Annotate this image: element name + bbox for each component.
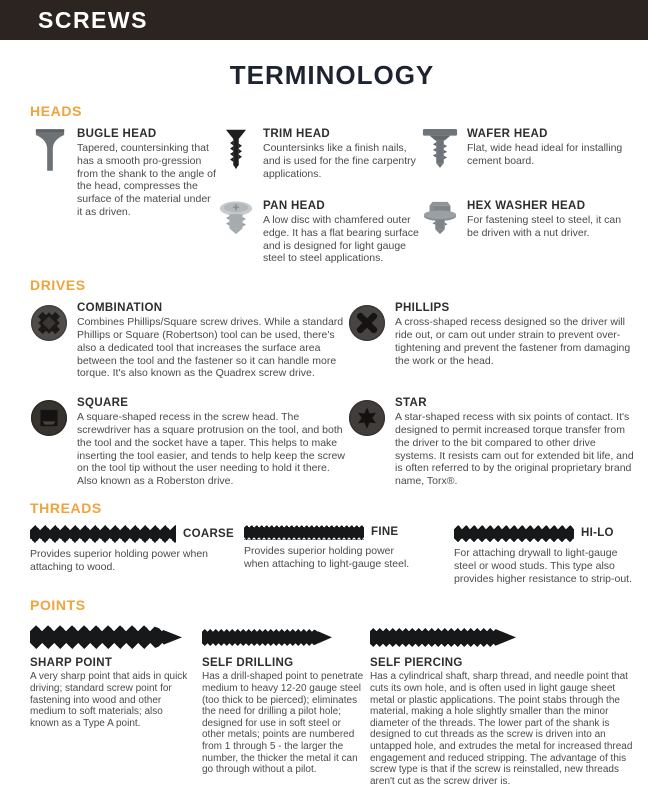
point-item-title: SELF PIERCING (370, 657, 463, 670)
drive-item-description: A star-shaped recess with six points of contact. It's designed to permit increased torque transfer from the driver to the bit compared to other drive systems. It resists cam out for extended bit life, and is often referred to by the original proprietary brand name, Torx®. (395, 411, 634, 488)
drive-item-combination (30, 302, 348, 397)
drives-column-2 (348, 302, 634, 488)
drive-item-title: SQUARE (77, 397, 129, 410)
heads-column-1 (30, 128, 216, 265)
thread-description: For attaching drywall to light-gauge steel or wood studs. This type also provides higher resistance to strip-out. (454, 546, 633, 585)
thread-row (30, 525, 244, 543)
hi-lo-thread-graphic (454, 525, 574, 542)
head-item-title: TRIM HEAD (263, 128, 331, 140)
thread-label: COARSE (183, 527, 235, 540)
bugle-head-icon (30, 128, 70, 219)
section-threads-label: THREADS (30, 499, 102, 516)
head-item-text (263, 200, 420, 265)
heads-column-2 (216, 128, 420, 265)
main-content (0, 60, 648, 787)
hex-washer-head-icon (420, 200, 460, 240)
drive-item-title: PHILLIPS (395, 302, 450, 315)
head-item-text (77, 128, 216, 219)
point-item-description: A very sharp point that aids in quick driving; standard screw point for fastening into wood and other medium to soft materials; also known as a Type A point. (30, 671, 188, 729)
head-item-description: Tapered, countersinking that has a smooth pro-gression from the shank to the angle of the head, compresses the surface of the material under it as driven. (77, 142, 216, 218)
drive-item-description: Combines Phillips/Square screw drives. While a standard Phillips or Square (Robertson) tool can be used, there's also a dedicated tool that increases the surface area between the tool and the fastener so it can handle more torque. It's also known as the Quadrex screw drive. (77, 316, 344, 380)
thread-description: Provides superior holding power when attaching to wood. (30, 547, 209, 573)
head-item-title: PAN HEAD (263, 200, 326, 212)
head-item-hex-washer (420, 200, 634, 240)
head-item-text (263, 128, 420, 200)
head-item-text (467, 200, 634, 240)
self-drilling-point-graphic (202, 622, 370, 652)
coarse-thread-graphic (30, 525, 176, 543)
thread-item-coarse (30, 525, 244, 585)
drives-grid (30, 302, 634, 488)
section-heads-label: HEADS (30, 103, 83, 119)
section-threads (30, 500, 634, 585)
point-item-title: SELF DRILLING (202, 657, 294, 670)
head-item-description: A low disc with chamfered outer edge. It has a flat bearing surface and is designed for light gauge steel to steel applications. (263, 214, 419, 265)
self-piercing-point-graphic (370, 622, 634, 652)
drive-item-description: A square-shaped recess in the screw head. The screwdriver has a square protrusion on the tool, and both the tool and the socket have a taper. This helps to make inserting the tool easier, and tends to help keep the screw on the tool tip without the user needing to hold it there. Also known as a Roberston drive. (77, 411, 345, 488)
section-points (30, 597, 634, 787)
thread-label: FINE (371, 526, 399, 539)
drive-item-text (395, 397, 634, 488)
drives-column-1 (30, 302, 348, 488)
section-drives (30, 277, 634, 488)
head-item-title: WAFER HEAD (467, 128, 548, 140)
square-drive-icon (30, 397, 68, 488)
heads-grid (30, 128, 634, 265)
head-item-text (467, 128, 634, 200)
head-item-description: Flat, wide head ideal for installing cement board. (467, 142, 623, 167)
head-item-bugle (30, 128, 216, 219)
drive-item-text (77, 302, 345, 397)
drive-item-description: A cross-shaped recess designed so the driver will ride out, or cam out under strain to prevent over-tightening and prevent the fastener from damaging the work or the head. (395, 316, 631, 367)
point-item-title: SHARP POINT (30, 657, 113, 670)
head-item-description: For fastening steel to steel, it can be driven with a nut driver. (467, 214, 622, 239)
drive-item-text (395, 302, 634, 397)
thread-label: HI-LO (581, 527, 614, 540)
point-item-sharp (30, 622, 202, 787)
head-item-trim (216, 128, 420, 200)
section-heads (30, 103, 634, 265)
combination-drive-icon (30, 302, 68, 397)
head-item-pan (216, 200, 420, 265)
head-item-title: BUGLE HEAD (77, 128, 157, 140)
star-drive-icon (348, 397, 386, 488)
thread-row (454, 525, 634, 542)
sharp-point-graphic (30, 622, 202, 652)
drive-item-title: COMBINATION (77, 302, 163, 315)
phillips-drive-icon (348, 302, 386, 397)
fine-thread-graphic (244, 525, 364, 540)
points-grid (30, 622, 634, 787)
drive-item-star (348, 397, 634, 488)
heads-column-3 (420, 128, 634, 265)
point-item-description: Has a cylindrical shaft, sharp thread, and needle point that cuts its own hole, and is often used in light gauge sheet metal or plastic applications. The point stabs through the material, making a hole slightly smaller than the minor diameter of the threads. The lower part of the shank is designed to cut threads as the screw is driven into an untapped hole, and extrudes the metal for increased thread engagement and reduced stripping. The advantage of this screw type is that if the screw is reinstalled, new threads aren't cut as the screw driver is. (370, 671, 633, 787)
thread-item-hi-lo (454, 525, 634, 585)
drive-item-square (30, 397, 348, 488)
drive-item-text (77, 397, 345, 488)
head-item-description: Countersinks like a finish nails, and is used for the fine carpentry applications. (263, 142, 416, 180)
wafer-head-icon (420, 128, 460, 200)
head-item-title: HEX WASHER HEAD (467, 200, 586, 212)
point-item-self-piercing (370, 622, 634, 787)
head-item-wafer (420, 128, 634, 200)
top-banner (0, 0, 648, 40)
page-title: TERMINOLOGY (229, 60, 435, 90)
banner-title: SCREWS (38, 6, 148, 33)
pan-head-icon (216, 200, 256, 265)
section-points-label: POINTS (30, 597, 86, 614)
thread-item-fine (244, 525, 454, 585)
point-item-description: Has a drill-shaped point to penetrate medium to heavy 12-20 gauge steel (too thick to be pierced); eliminates the need for drilling a pilot hole; designed for use in soft steel or other metals; points are numbered from 1 through 5 - the larger the number, the thicker the metal it can go through without a pilot. (202, 671, 364, 776)
drive-item-phillips (348, 302, 634, 397)
trim-head-icon (216, 128, 256, 200)
thread-row (244, 525, 454, 540)
point-item-self-drilling (202, 622, 370, 787)
section-drives-label: DRIVES (30, 277, 86, 294)
drive-item-title: STAR (395, 397, 427, 410)
thread-description: Provides superior holding power when attaching to light-gauge steel. (244, 544, 410, 570)
threads-grid (30, 525, 634, 585)
